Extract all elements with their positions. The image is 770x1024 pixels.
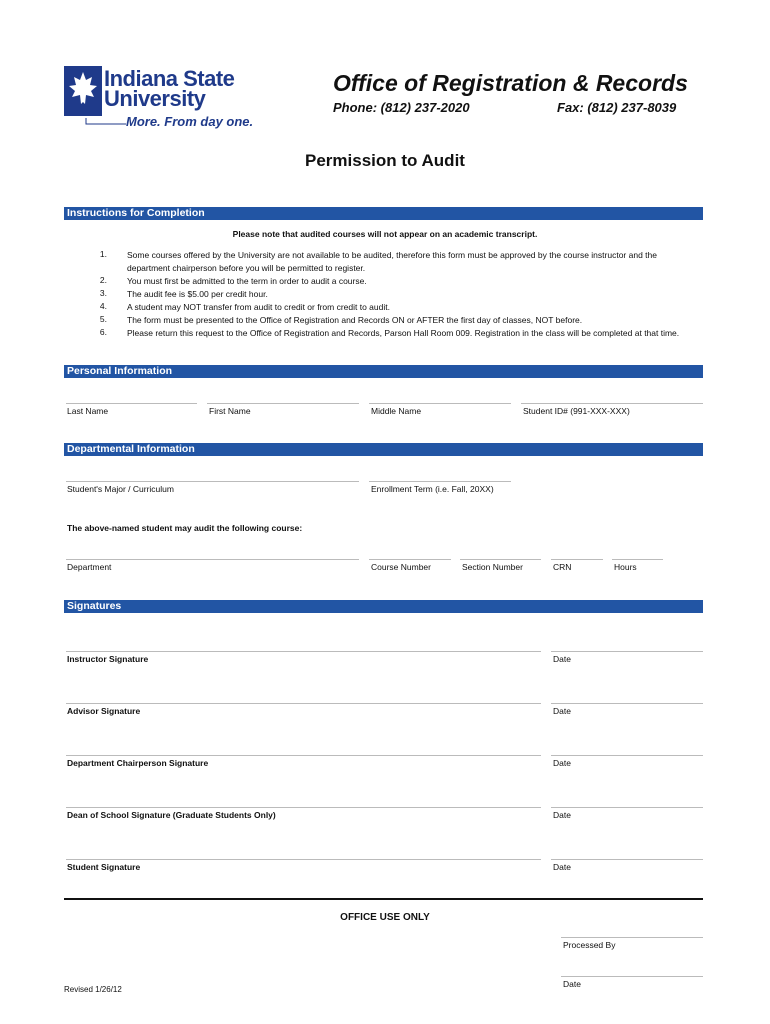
chairperson-signature-field[interactable]	[66, 755, 541, 756]
enrollment-term-field[interactable]	[369, 481, 511, 482]
course-number-label: Course Number	[371, 562, 431, 572]
phone-number: Phone: (812) 237-2020	[333, 100, 470, 115]
instruction-text: The audit fee is $5.00 per credit hour.	[127, 289, 268, 299]
revision-date: Revised 1/26/12	[64, 985, 122, 994]
instruction-number: 4.	[99, 301, 107, 311]
major-field[interactable]	[66, 481, 359, 482]
date-label: Date	[553, 706, 571, 716]
chairperson-signature-label: Department Chairperson Signature	[67, 758, 209, 768]
instruction-text: You must first be admitted to the term in order to audit a course.	[127, 276, 367, 286]
instruction-text: A student may NOT transfer from audit to credit or from credit to audit.	[127, 302, 390, 312]
instructor-date-field[interactable]	[551, 651, 703, 652]
advisor-signature-field[interactable]	[66, 703, 541, 704]
office-title: Office of Registration & Records	[333, 70, 688, 96]
enrollment-term-label: Enrollment Term (i.e. Fall, 20XX)	[371, 484, 494, 494]
chairperson-date-field[interactable]	[551, 755, 703, 756]
student-id-label: Student ID# (991-XXX-XXX)	[523, 406, 630, 416]
fax-number: Fax: (812) 237-8039	[557, 100, 677, 115]
section-instructions: Instructions for Completion	[64, 207, 703, 220]
logo-swoosh	[84, 118, 128, 128]
university-logo	[64, 66, 264, 136]
section-number-field[interactable]	[460, 559, 541, 560]
advisor-date-field[interactable]	[551, 703, 703, 704]
instruction-number: 6.	[99, 327, 107, 337]
student-date-field[interactable]	[551, 859, 703, 860]
processed-by-field[interactable]	[561, 937, 703, 938]
maple-leaf-icon	[64, 66, 102, 116]
student-signature-field[interactable]	[66, 859, 541, 860]
hours-label: Hours	[614, 562, 637, 572]
student-id-field[interactable]	[521, 403, 703, 404]
department-label: Department	[67, 562, 112, 572]
section-personal-information: Personal Information	[64, 365, 703, 378]
department-field[interactable]	[66, 559, 359, 560]
crn-label: CRN	[553, 562, 572, 572]
instructor-signature-field[interactable]	[66, 651, 541, 652]
hours-field[interactable]	[612, 559, 663, 560]
course-number-field[interactable]	[369, 559, 451, 560]
office-date-label: Date	[563, 979, 581, 989]
first-name-field[interactable]	[207, 403, 359, 404]
instruction-number: 3.	[99, 288, 107, 298]
course-statement: The above-named student may audit the following course:	[67, 523, 303, 533]
section-number-label: Section Number	[462, 562, 523, 572]
form-title: Permission to Audit	[305, 151, 465, 170]
middle-name-field[interactable]	[369, 403, 511, 404]
middle-name-label: Middle Name	[371, 406, 422, 416]
first-name-label: First Name	[209, 406, 251, 416]
logo-line-2: University	[104, 86, 206, 111]
crn-field[interactable]	[551, 559, 603, 560]
dean-signature-field[interactable]	[66, 807, 541, 808]
office-date-field[interactable]	[561, 976, 703, 977]
logo-line-1: Indiana State	[104, 66, 235, 91]
instruction-text: Please return this request to the Office of Registration and Records, Parson Hall Room 009. Registration in the class will be completed at that time.	[127, 328, 680, 338]
transcript-note: Please note that audited courses will not appear on an academic transcript.	[232, 229, 538, 239]
office-use-heading: OFFICE USE ONLY	[340, 912, 430, 923]
divider	[64, 898, 703, 900]
last-name-label: Last Name	[67, 406, 109, 416]
instruction-number: 1.	[99, 249, 107, 259]
date-label: Date	[553, 862, 571, 872]
instruction-number: 2.	[99, 275, 107, 285]
section-signatures: Signatures	[64, 600, 703, 613]
logo-tagline: More. From day one.	[126, 114, 254, 129]
dean-signature-label: Dean of School Signature (Graduate Students Only)	[67, 810, 276, 820]
advisor-signature-label: Advisor Signature	[67, 706, 141, 716]
date-label: Date	[553, 758, 571, 768]
date-label: Date	[553, 654, 571, 664]
instruction-text: Some courses offered by the University are not available to be audited, therefore this form must be approved by the course instructor and the department chairperson before you will be permitted to register.	[127, 250, 657, 273]
instruction-text: The form must be presented to the Office of Registration and Records ON or AFTER the first day of classes, NOT before.	[127, 315, 583, 325]
student-signature-label: Student Signature	[67, 862, 141, 872]
date-label: Date	[553, 810, 571, 820]
last-name-field[interactable]	[66, 403, 197, 404]
instructor-signature-label: Instructor Signature	[67, 654, 149, 664]
processed-by-label: Processed By	[563, 940, 616, 950]
dean-date-field[interactable]	[551, 807, 703, 808]
instruction-number: 5.	[99, 314, 107, 324]
major-label: Student's Major / Curriculum	[67, 484, 174, 494]
section-departmental-information: Departmental Information	[64, 443, 703, 456]
